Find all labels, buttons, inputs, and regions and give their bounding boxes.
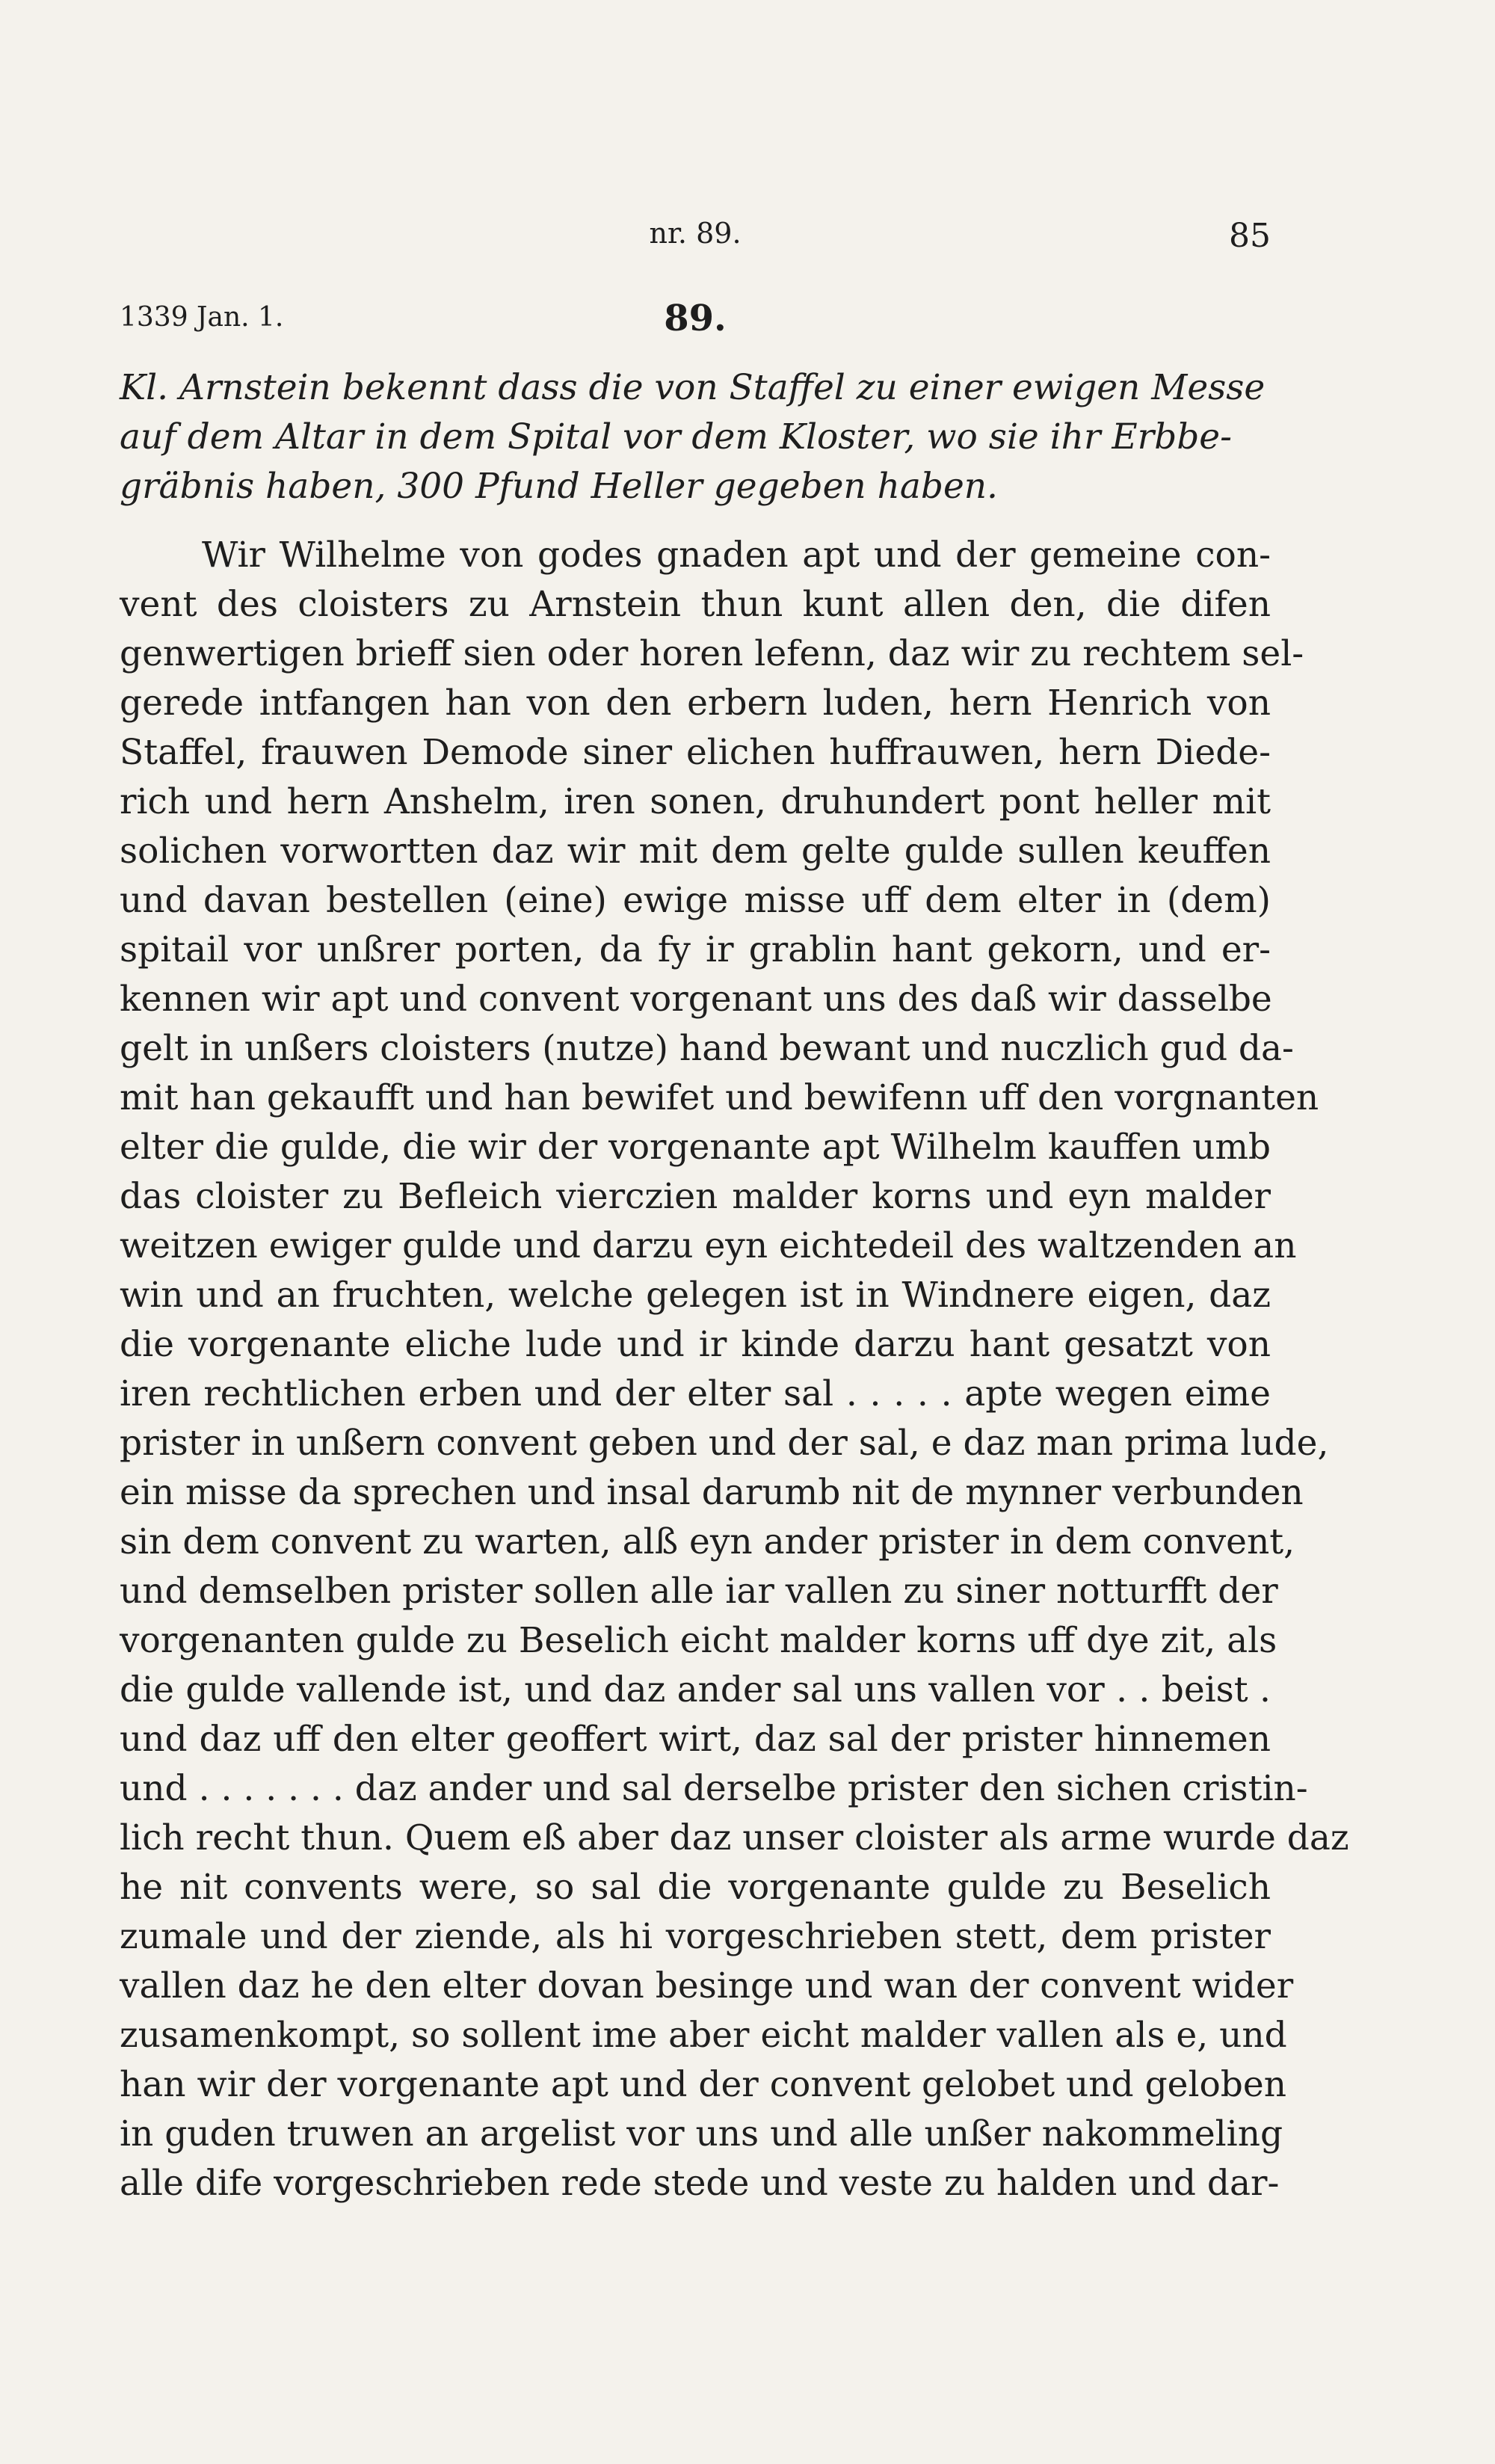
text-line: alle dife vorgeschrieben rede stede und veste zu halden und dar- [120,2163,1280,2204]
text-line: zumale und der ziende, als hi vorgeschrieben stett, dem prister [120,1916,1271,1957]
text-line: he nit convents were, so sal die vorgenante gulde zu Beselich [120,1867,1271,1908]
running-head-doc-ref: nr. 89. [649,217,742,250]
text-line: die vorgenante eliche lude und ir kinde darzu hant gesatzt von [120,1324,1271,1365]
text-line: vorgenanten gulde zu Beselich eicht malder korns uff dye zit, als [120,1620,1277,1661]
entry-date: 1339 Jan. 1. [120,302,284,333]
text-line: win und an fruchten, welche gelegen ist in Windnere eigen, daz [120,1275,1271,1316]
page-header [120,217,1271,262]
text-line: prister in unßern convent geben und der sal, e daz man prima lude, [120,1423,1329,1464]
text-line: solichen vorwortten daz wir mit dem gelte gulde sullen keuffen [120,831,1271,872]
text-line: Wir Wilhelme von godes gnaden apt und der gemeine con- [202,535,1271,576]
text-line: elter die gulde, die wir der vorgenante apt Wilhelm kauffen umb [120,1127,1271,1168]
charter-text [120,531,1349,2208]
text-line: han wir der vorgenante apt und der convent gelobet und geloben [120,2064,1286,2105]
text-line: rich und hern Anshelm, iren sonen, druhundert pont heller mit [120,781,1271,822]
text-line: iren rechtlichen erben und der elter sal . . . . . apte wegen eime [120,1373,1271,1414]
text-line: spitail vor unßrer porten, da fy ir grablin hant gekorn, und er- [120,929,1271,970]
text-line: in guden truwen an argelist vor uns und alle unßer nakommeling [120,2113,1283,2155]
text-line: und . . . . . . . daz ander und sal derselbe prister den sichen cristin- [120,1768,1308,1809]
text-line: vallen daz he den elter dovan besinge und wan der convent wider [120,1965,1294,2006]
text-line: lich recht thun. Quem eß aber daz unser cloister als arme wurde daz [120,1817,1349,1858]
text-line: mit han gekaufft und han bewifet und bewifenn uff den vorgnanten [120,1077,1319,1118]
text-line: die gulde vallende ist, und daz ander sal uns vallen vor . . beist . [120,1669,1271,1710]
text-line: und daz uff den elter geoffert wirt, daz sal der prister hinnemen [120,1719,1271,1760]
text-line: ein misse da sprechen und insal darumb nit de mynner verbunden [120,1472,1304,1513]
text-line: sin dem convent zu warten, alß eyn ander prister in dem convent, [120,1521,1295,1562]
text-line: kennen wir apt und convent vorgenant uns des daß wir dasselbe [120,979,1272,1020]
text-line: vent des cloisters zu Arnstein thun kunt allen den, die difen [120,584,1271,625]
text-line: zusamenkompt, so sollent ime aber eicht malder vallen als e, und [120,2015,1287,2056]
text-line: genwertigen brieff sien oder horen lefenn, daz wir zu rechtem sel- [120,633,1304,674]
summary-line: auf dem Altar in dem Spital vor dem Kloster, wo sie ihr Erbbe- [120,416,1233,458]
summary-line: Kl. Arnstein bekennt dass die von Staffel zu einer ewigen Messe [120,367,1266,408]
text-line: und davan bestellen (eine) ewige misse uff dem elter in (dem) [120,880,1271,921]
summary-regest [120,363,1271,511]
text-line: gelt in unßers cloisters (nutze) hand bewant und nuczlich gud da- [120,1028,1294,1069]
text-line: gerede intfangen han von den erbern luden, hern Henrich von [120,683,1271,724]
text-line: und demselben prister sollen alle iar vallen zu siner notturfft der [120,1571,1278,1612]
text-line: Staffel, frauwen Demode siner elichen huffrauwen, hern Diede- [120,732,1271,773]
page-number: 85 [1229,217,1271,255]
entry-heading [120,298,1271,350]
text-line: weitzen ewiger gulde und darzu eyn eichtedeil des waltzenden an [120,1225,1297,1266]
entry-number: 89. [664,298,727,339]
text-line: das cloister zu Befleich vierczien malder korns und eyn malder [120,1176,1271,1217]
summary-line: gräbnis haben, 300 Pfund Heller gegeben haben. [120,466,998,507]
